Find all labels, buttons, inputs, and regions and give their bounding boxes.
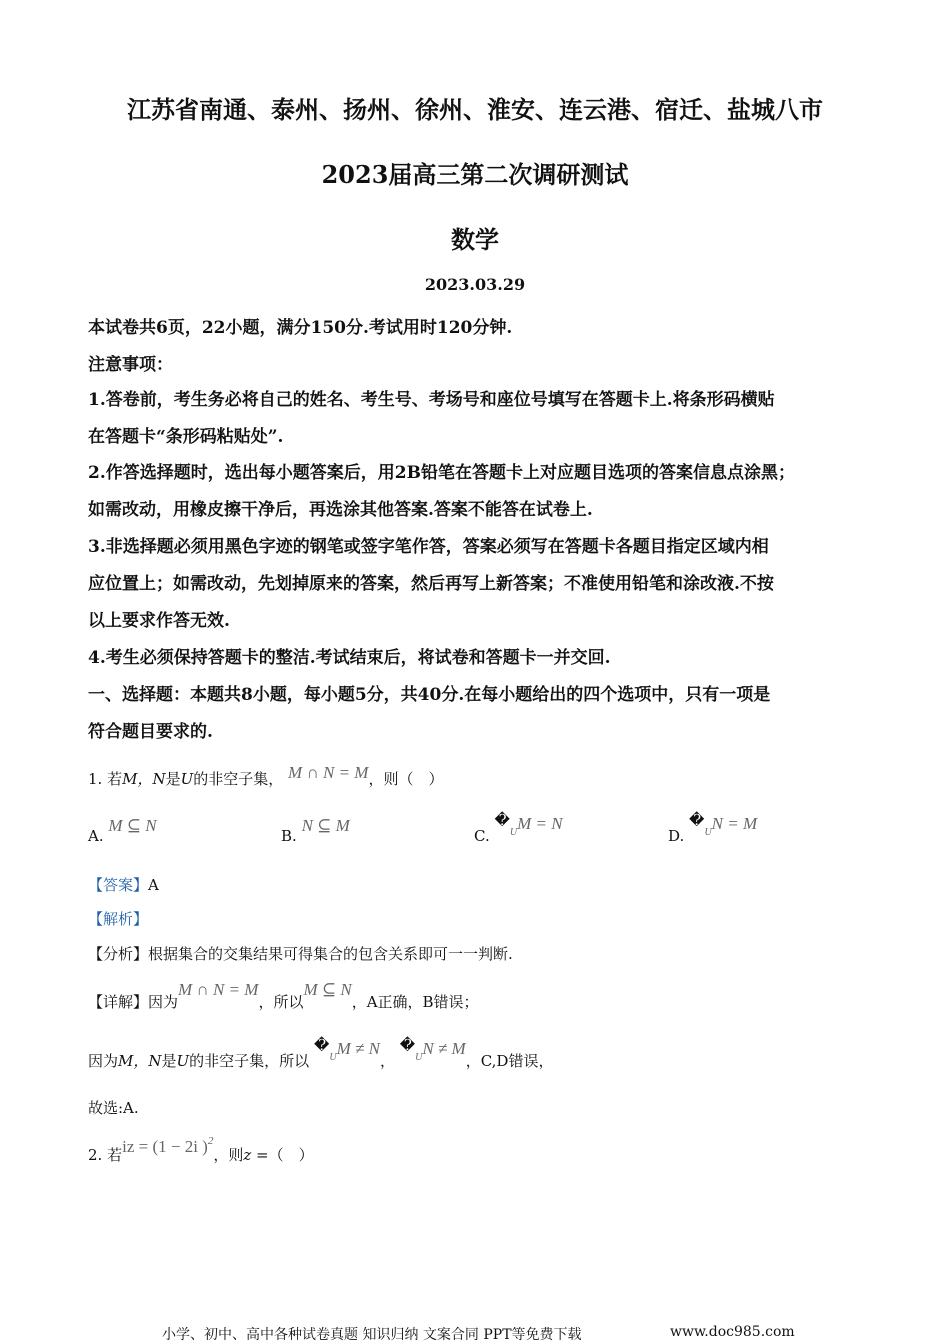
notice-line: 1.答卷前，考生务必将自己的姓名、考生号、考场号和座位号填写在答题卡上.将条形码横贴 — [88, 390, 775, 410]
missing-glyph-icon: � — [313, 1036, 330, 1054]
missing-glyph-icon: � — [689, 811, 705, 829]
answer-line — [88, 874, 159, 895]
footer-link[interactable]: www.doc985.com — [670, 1324, 795, 1340]
option-d: D. �$^U$N = M — [668, 811, 758, 845]
section-heading: 一、选择题：本题共8小题，每小题5分，共40分.在每小题给出的四个选项中，只有一项是 — [88, 685, 771, 705]
notice-line: 4.考生必须保持答题卡的整洁.考试结束后，将试卷和答题卡一并交回. — [88, 648, 611, 668]
exam-intro: 本试卷共6页，22小题，满分150分.考试用时120分钟. — [88, 318, 513, 338]
analysis-detail-2: 因为M，N是U的非空子集，所以 �$^U$M ≠ N， �$^U$N ≠ M，C,D错误， — [88, 1036, 554, 1070]
exam-date: 2023.03.29 — [424, 275, 526, 294]
analysis-fenxi: 【分析】根据集合的交集结果可得集合的包含关系即可一一判断. — [88, 945, 513, 963]
exam-title-line1: 江苏省南通、泰州、扬州、徐州、淮安、连云港、宿迁、盐城八市 — [127, 95, 823, 124]
missing-glyph-icon: � — [494, 811, 510, 829]
option-b: B. N ⊆ M — [281, 816, 350, 845]
footer-text: 小学、初中、高中各种试卷真题 知识归纳 文案合同 PPT等免费下载 — [162, 1327, 582, 1343]
answer-tag: 【答案】 — [88, 876, 149, 894]
notice-line: 3.非选择题必须用黑色字迹的钢笔或签字笔作答，答案必须写在答题卡各题目指定区域内相 — [88, 537, 769, 557]
q2-formula: iz = (1 − 2i ) — [122, 1137, 208, 1156]
exam-title-line2: 2023届高三第二次调研测试 — [321, 160, 629, 189]
question-1-stem: 1. 若M，N是U的非空子集， M ∩ N = M，则（ ） — [88, 763, 444, 788]
q1-formula: M ∩ N = M — [288, 763, 369, 782]
notice-heading: 注意事项： — [88, 355, 173, 375]
notice-line: 如需改动，用橡皮擦干净后，再选涂其他答案.答案不能答在试卷上. — [88, 500, 593, 520]
notice-line: 以上要求作答无效. — [88, 611, 230, 631]
notice-line: 应位置上；如需改动，先划掉原来的答案，然后再写上新答案；不准使用铅笔和涂改液.不按 — [88, 574, 774, 594]
option-c: C. �$^U$M = N — [474, 811, 563, 845]
missing-glyph-icon: � — [399, 1036, 416, 1054]
analysis-detail: 【详解】因为M ∩ N = M，所以M ⊆ N，A正确，B错误； — [88, 980, 479, 1011]
subject-title: 数学 — [451, 225, 499, 254]
notice-line: 2.作答选择题时，选出每小题答案后，用2B铅笔在答题卡上对应题目选项的答案信息点涂黑； — [88, 463, 795, 483]
conclusion: 故选:A. — [88, 1099, 139, 1117]
answer-value: A — [148, 876, 159, 894]
question-2-stem: 2. 若iz = (1 − 2i )$^2$，则z =（ ） — [88, 1135, 314, 1164]
analysis-tag: 【解析】 — [88, 910, 149, 928]
notice-line: 在答题卡“条形码粘贴处”. — [88, 427, 284, 447]
option-a: A. M ⊆ N — [88, 816, 157, 845]
section-heading-cont: 符合题目要求的. — [88, 722, 213, 742]
